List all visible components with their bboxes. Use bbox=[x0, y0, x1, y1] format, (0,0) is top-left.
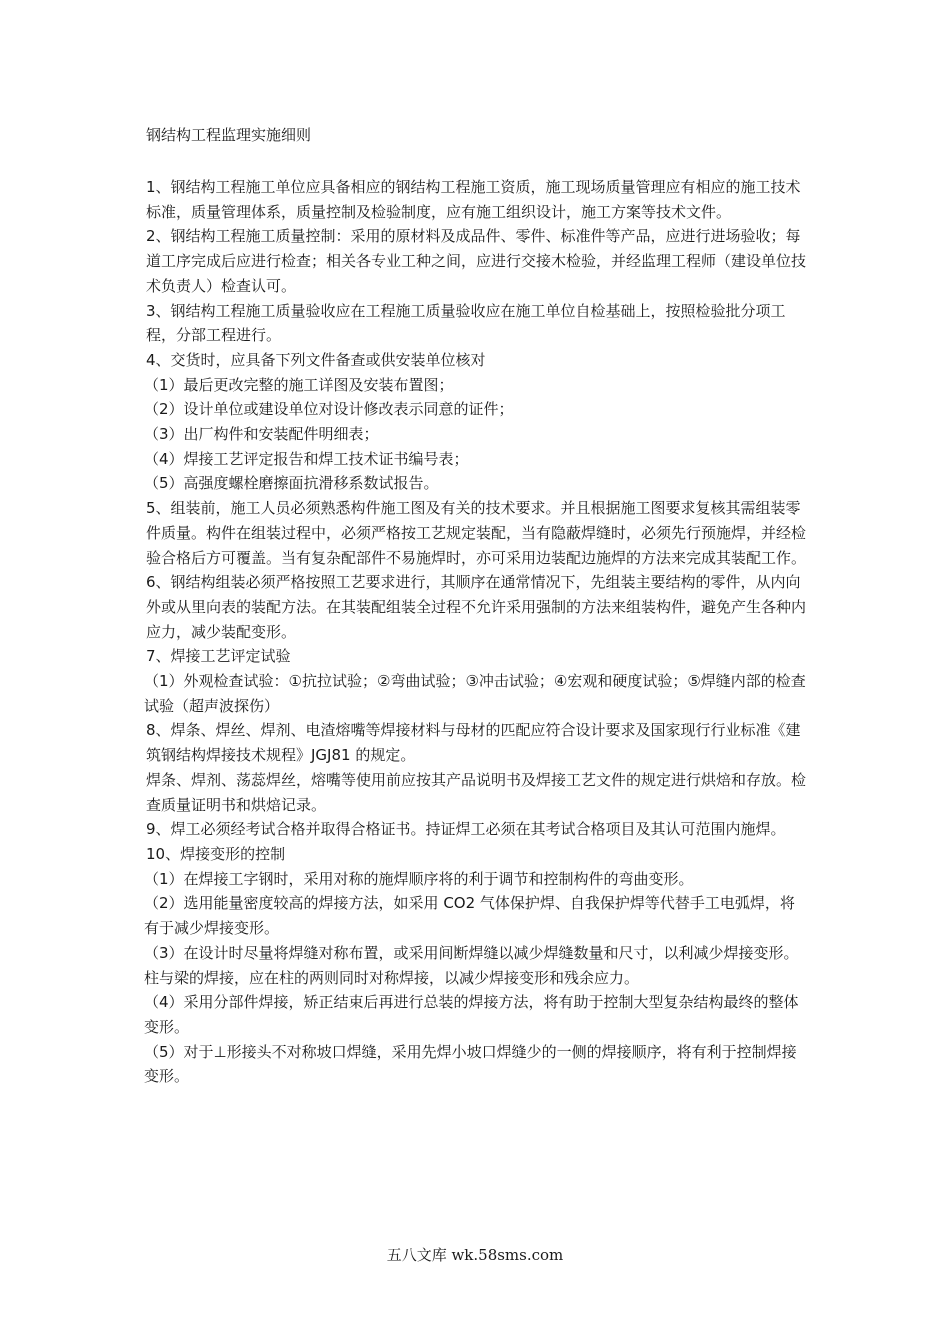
list-item-10-1: （1）在焊接工字钢时，采用对称的施焊顺序将的利于调节和控制构件的弯曲变形。 bbox=[144, 869, 694, 888]
paragraph-4: 4、交货时，应具备下列文件备查或供安装单位核对 bbox=[146, 350, 486, 369]
paragraph-list bbox=[146, 175, 806, 1089]
list-item-10-4: （4）采用分部件焊接，矫正结束后再进行总装的焊接方法，将有助于控制大型复杂结构最终的整体变形。 bbox=[144, 993, 799, 1036]
paragraph-6: 6、钢结构组装必须严格按照工艺要求进行，其顺序在通常情况下，先组装主要结构的零件，从内向外或从里向表的装配方法。在其装配组装全过程不允许采用强制的方法来组装构件，避免产生各种内应力，减少装配变形。 bbox=[146, 573, 807, 641]
list-item-10-5: （5）对于⊥形接头不对称坡口焊缝，采用先焊小坡口焊缝少的一侧的焊接顺序，将有利于控制焊接变形。 bbox=[144, 1042, 797, 1086]
paragraph-7: 7、焊接工艺评定试验 bbox=[146, 647, 291, 666]
paragraph-2: 2、钢结构工程施工质量控制：采用的原材料及成品件、零件、标准件等产品，应进行进场验收；每道工序完成后应进行检查；相关各专业工种之间，应进行交接木检验，并经监理工程师（建设单位技术负责人）检查认可。 bbox=[146, 227, 807, 295]
paragraph-3: 3、钢结构工程施工质量验收应在工程施工质量验收应在施工单位自检基础上，按照检验批分项工程，分部工程进行。 bbox=[146, 301, 786, 345]
paragraph-8: 8、焊条、焊丝、焊剂、电渣熔嘴等焊接材料与母材的匹配应符合设计要求及国家现行行业标准《建筑钢结构焊接技术规程》JGJ81 的规定。 bbox=[146, 721, 801, 765]
list-item-4-5: （5）高强度螺栓磨擦面抗滑移系数试报告。 bbox=[144, 474, 439, 493]
document-title: 钢结构工程监理实施细则 bbox=[146, 126, 312, 144]
list-item-7-1: （1）外观检查试验：①抗拉试验；②弯曲试验；③冲击试验；④宏观和硬度试验；⑤焊缝内部的检查试验（超声波探伤） bbox=[144, 672, 806, 715]
list-item-10-3: （3）在设计时尽量将焊缝对称布置，或采用间断焊缝以减少焊缝数量和尺寸，以利减少焊接变形。柱与梁的焊接，应在柱的两则同时对称焊接，以减少焊接变形和残余应力。 bbox=[144, 943, 799, 987]
list-item-4-4: （4）焊接工艺评定报告和焊工技术证书编号表； bbox=[144, 449, 469, 468]
paragraph-1: 1、钢结构工程施工单位应具备相应的钢结构工程施工资质，施工现场质量管理应有相应的施工技术标准，质量管理体系，质量控制及检验制度，应有施工组织设计，施工方案等技术文件。 bbox=[146, 178, 801, 221]
list-item-4-2: （2）设计单位或建设单位对设计修改表示同意的证件； bbox=[144, 400, 514, 419]
footer-watermark: 五八文库 wk.58sms.com bbox=[386, 1246, 564, 1264]
list-item-4-3: （3）出厂构件和安装配件明细表； bbox=[144, 425, 379, 444]
list-item-4-1: （1）最后更改完整的施工详图及安装布置图； bbox=[144, 375, 454, 394]
list-item-10-2: （2）选用能量密度较高的焊接方法，如采用 CO2 气体保护焊、自我保护焊等代替手工电弧焊，将有于减少焊接变形。 bbox=[144, 894, 795, 938]
paragraph-9: 9、焊工必须经考试合格并取得合格证书。持证焊工必须在其考试合格项目及其认可范围内施焊。 bbox=[146, 820, 786, 839]
paragraph-8-note: 焊条、焊剂、荡蕊焊丝，熔嘴等使用前应按其产品说明书及焊接工艺文件的规定进行烘焙和存放。检查质量证明书和烘焙记录。 bbox=[146, 770, 807, 814]
paragraph-5: 5、组装前，施工人员必须熟悉构件施工图及有关的技术要求。并且根据施工图要求复核其需组装零件质量。构件在组装过程中，必须严格按工艺规定装配，当有隐蔽焊缝时，必须先行预施焊，并经检验合格后方可覆盖。当有复杂配部件不易施焊时，亦可采用边装配边施焊的方法来完成其装配工作。 bbox=[146, 499, 807, 567]
paragraph-10: 10、焊接变形的控制 bbox=[146, 844, 286, 863]
document-body bbox=[146, 125, 806, 1089]
